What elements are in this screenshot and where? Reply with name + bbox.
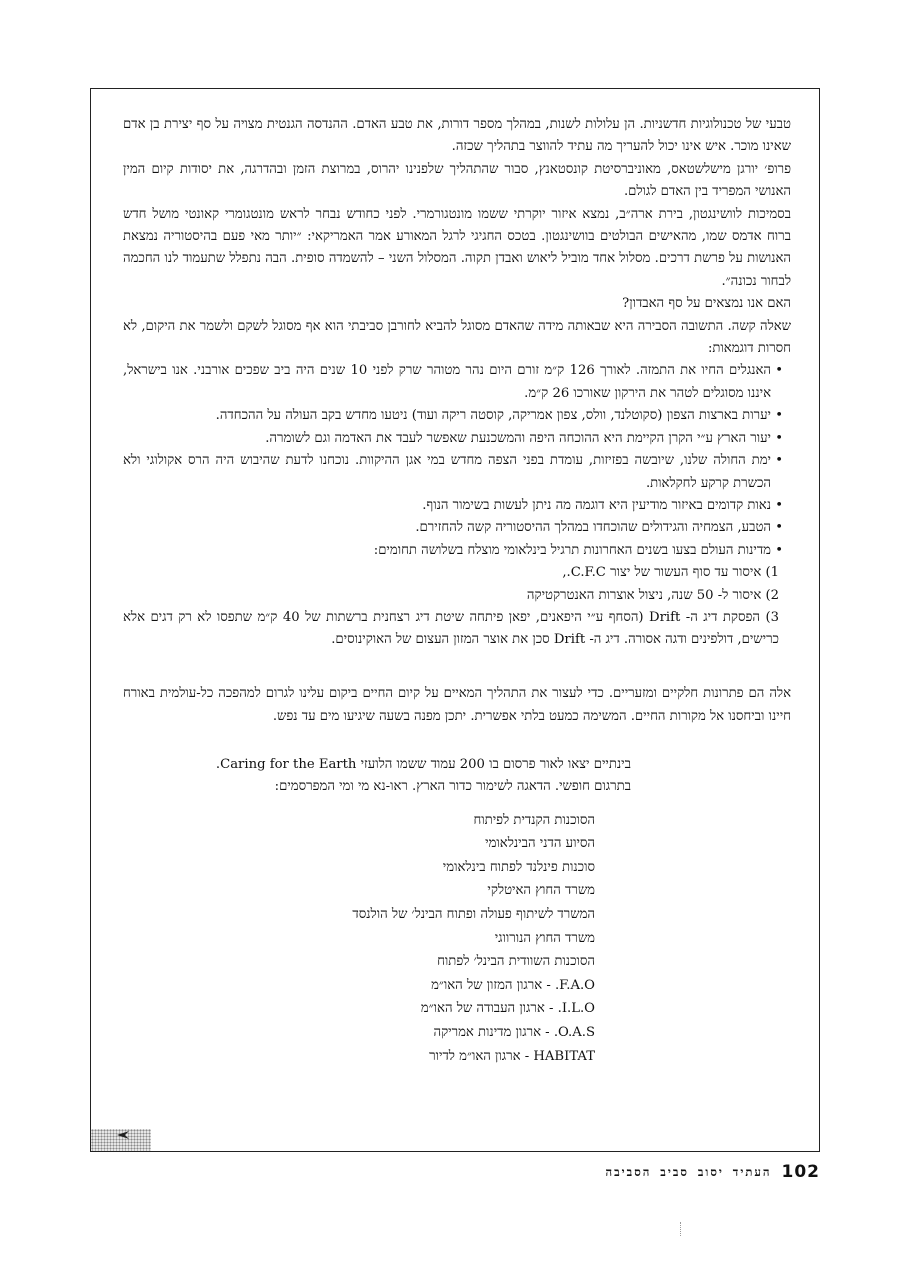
organization-item: משרד החוץ האיטלקי [487, 883, 595, 899]
organization-item: משרד החוץ הנורווגי [494, 930, 595, 946]
list-item: • יערות בארצות הצפון (סקוטלנד, וולס, צפון אמריקה, קוסטה ריקה ועוד) ניטעו מחדש בקב העולה על ההכחדה. [123, 405, 781, 427]
numbered-item: 1) איסור עד סוף העשור של יצור C.F.C., [562, 565, 779, 581]
publication-line-2: בתרגום חופשי. הדאגה לשימור כדור הארץ. ראו-נא מי ומי המפרסמים: [274, 779, 631, 795]
organization-item: F.A.O. - ארגון המזון של האו״מ [431, 977, 595, 993]
numbered-item: 2) איסור ל- 50 שנה, ניצול אוצרות האנטרקטיקה [526, 587, 779, 603]
organization-item: HABITAT - ארגון האו״מ לדיור [429, 1048, 595, 1064]
paragraph-3: בסמיכות לוושינגטון, בירת ארה״ב, נמצא איזור יוקרתי ששמו מונטגורמרי. לפני כחודש נבחר לראש מונטגומרי קאונטי מושל חדש ברוח אדמס שמו, מהאישים הבולטים בוושינגטון. בטכס החגיגי לרגל המאורע אמר האמריקאי: ״יותר מאי פעם בהיסטוריה נמצאת האנושות על פרשת דרכים. מסלול אחד מוביל ליאוש ואבדן תקוה. המסלול השני – להשמדה סופית. הבה נתפלל שתעמוד לנו החכמה לבחור נכונה״. [123, 206, 791, 289]
article-body [123, 114, 791, 1068]
answer-paragraph: שאלה קשה. התשובה הסבירה היא שבאותה מידה שהאדם מסוגל להביא לחורבן סביבתי הוא אף מסוגל לשקם ולשמר את היקום, לא חסרות דוגמאות: [123, 318, 791, 357]
organization-item: I.L.O. - ארגון העבודה של האו״מ [420, 1001, 595, 1017]
organization-item: המשרד לשיתוף פעולה ופתוח הבינל׳ של הולנסד [352, 906, 595, 922]
organization-item: הסיוע הדני הבינלאומי [485, 836, 595, 852]
list-item: • הטבע, הצמחיה והגידולים שהוכחדו במהלך ההיסטוריה קשה להחזירם. [123, 517, 781, 539]
agreements-list [123, 562, 791, 652]
page-frame [90, 88, 820, 1152]
numbered-item: 3) הפסקת דיג ה- Drift (הסחף ע״י היפאנים, יפאן פיתחה שיטת דיג רצחנית ברשתות של 40 ק״מ שתפסו לא רק דגים אלא כרישים, דולפינים ודגה אסורה. דיג ה- Drift סכן את אוצר המזון העצום של האוקינוסים. [123, 609, 779, 648]
publishers-list [123, 809, 791, 1069]
organization-item: הסוכנות הקנדית לפיתוח [473, 812, 595, 828]
organization-item: O.A.S. - ארגון מדינות אמריקה [433, 1024, 595, 1040]
page-number: 102 [781, 1162, 820, 1182]
page-footer [588, 1162, 820, 1182]
running-title: העתיד יסוב סביב הסביבה [605, 1165, 772, 1179]
publication-line-1: בינתיים יצאו לאור פרסום בו 200 עמוד ששמו הלועזי Caring for the Earth. [215, 756, 631, 772]
spacer [123, 652, 791, 682]
spacer [123, 728, 791, 754]
paragraph-2: פרופ׳ יורגן מישלשטאס, מאוניברסיטת קונסטאנץ, סבור שהתהליך שלפנינו יהרוס, במרוצת הזמן ובהדרגה, את יסודות קיום המין האנושי המפריד בין האדם לגולם. [123, 161, 791, 200]
list-item: • מדינות העולם בצעו בשנים האחרונות תרגיל בינלאומי מוצלח בשלושה תחומים: [123, 540, 781, 562]
question-line: האם אנו נמצאים על סף האבדון? [622, 296, 791, 312]
list-item: • יעור הארץ ע״י הקרן הקיימת היא ההוכחה היפה והמשכנעת שאפשר לעבד את האדמה וגם לשומרה. [123, 428, 781, 450]
arrow-cursor-icon [117, 1130, 133, 1140]
list-item: • ימת החולה שלנו, שיובשה בפזיזות, עומדת בפני הצפה מחדש במי אגן ההיקוות. נוכחנו לדעת שהיבוש היה הרס אקולוגי ולא הכשרת קרקע לחקלאות. [123, 450, 781, 495]
examples-list [123, 360, 791, 562]
list-item: • נאות קדומים באיזור מודיעין היא דוגמה מה ניתן לעשות בשימור הנוף. [123, 495, 781, 517]
organization-item: הסוכנות השוודית הבינל׳ לפתוח [437, 954, 595, 970]
organization-item: סוכנות פינלנד לפתוח בינלאומי [442, 859, 595, 875]
paragraph-1: טבעי של טכנולוגיות חדשניות. הן עלולות לשנות, במהלך מספר דורות, את טבע האדם. ההנדסה הגנטית מצויה על סף יצירת בן אדם שאינו מוכר. איש אינו יכול להעריך מה עתיד להווצר בתהליך שכזה. [123, 117, 791, 155]
closing-paragraph: אלה הם פתרונות חלקיים ומזעריים. כדי לעצור את התהליך המאיים על קיום החיים ביקום עלינו לגרום למהפכה כל-עולמית באורח חיינו וביחסנו אל מקורות החיים. המשימה כמעט בלתי אפשרית. יתכן מפנה בשעה שיגיעו מים עד נפש. [123, 685, 791, 724]
list-item: • האנגלים החיו את התמזה. לאורך 126 ק״מ זורם היום נהר מטוהר שרק לפני 10 שנים היה ביב שפכים אורבני. אנו בישראל, איננו מסוגלים לטהר את הירקון שאורכו 26 ק״מ. [123, 360, 781, 405]
registration-mark [680, 1222, 682, 1236]
